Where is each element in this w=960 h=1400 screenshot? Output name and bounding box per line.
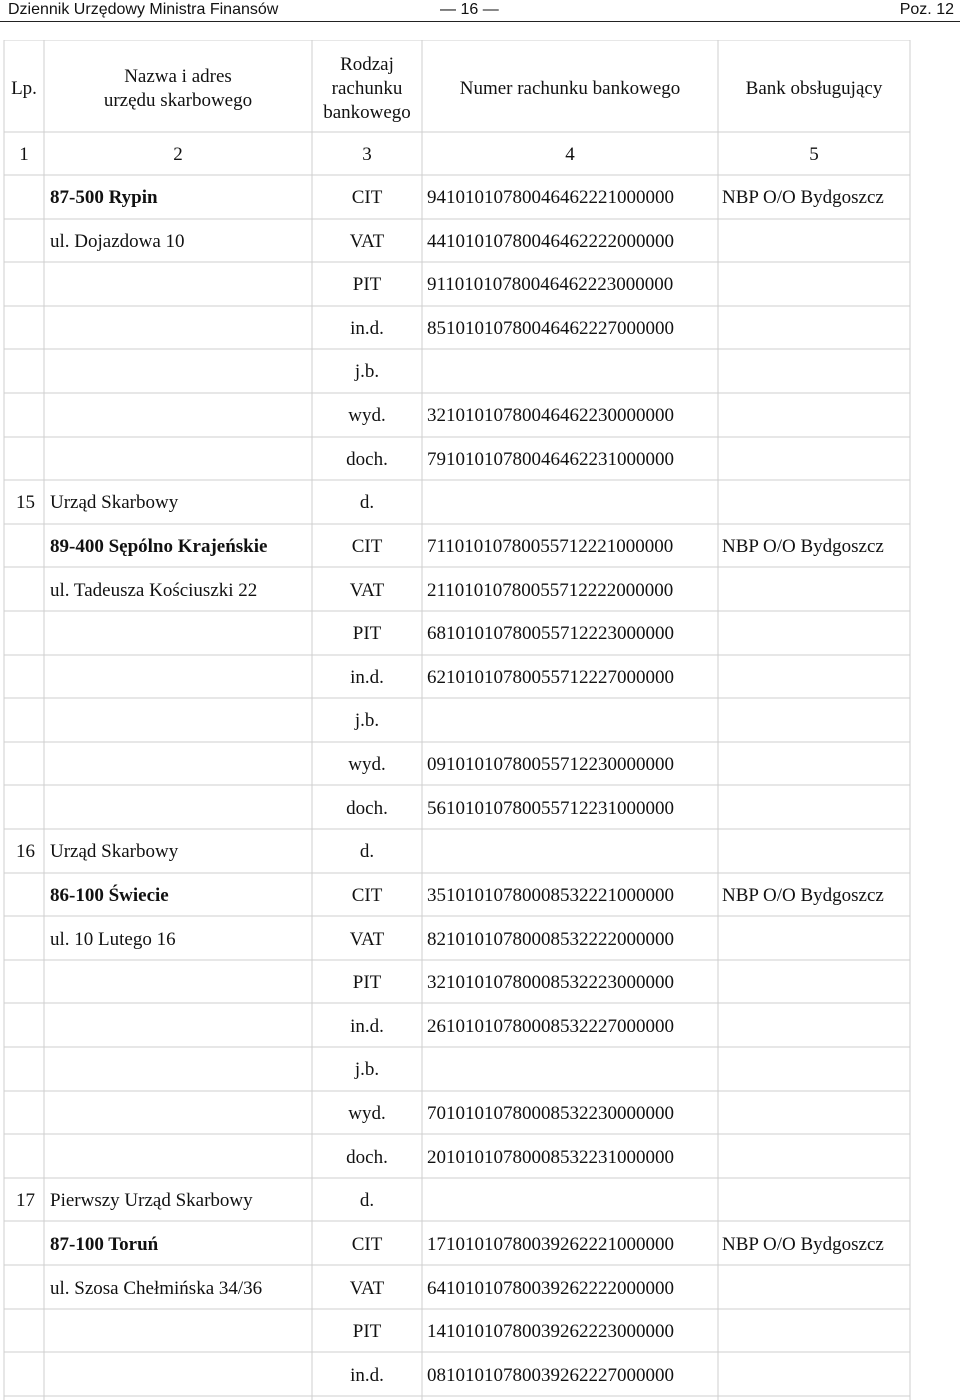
col-number-3: 3: [362, 144, 372, 165]
tax-office-accounts-table: [0, 40, 960, 1400]
col-header-name-line2: urzędu skarbowego: [103, 90, 253, 111]
office-street: ul. Dojazdowa 10: [50, 231, 185, 252]
account-type: in.d.: [350, 1016, 384, 1037]
account-type: VAT: [349, 231, 385, 252]
col-header-type-line3: bankowego: [323, 102, 411, 123]
office-city: 87-500 Rypin: [50, 187, 158, 208]
col-header-type-line2: rachunku: [331, 78, 403, 99]
account-type: CIT: [351, 1234, 383, 1255]
account-number: 32101010780008532223000000: [427, 972, 674, 993]
office-name: Urząd Skarbowy: [50, 492, 179, 513]
col-header-name-line1: Nazwa i adres: [124, 66, 232, 87]
page-number: — 16 —: [440, 1, 499, 18]
account-number: 68101010780055712223000000: [427, 623, 674, 644]
row-lp: 16: [16, 841, 35, 862]
account-type: wyd.: [348, 405, 386, 426]
office-street: ul. 10 Lutego 16: [50, 929, 176, 950]
account-number: 71101010780055712221000000: [427, 536, 674, 557]
account-number: 79101010780046462231000000: [427, 449, 674, 470]
account-type: PIT: [352, 972, 382, 993]
account-type: d.: [359, 841, 375, 862]
office-city: 86-100 Świecie: [50, 885, 169, 906]
journal-title: Dziennik Urzędowy Ministra Finansów: [8, 1, 279, 18]
account-number: 82101010780008532222000000: [427, 929, 674, 950]
account-number: 17101010780039262221000000: [427, 1234, 674, 1255]
account-number: 56101010780055712231000000: [427, 798, 674, 819]
account-type: d.: [359, 492, 375, 513]
account-number: 20101010780008532231000000: [427, 1147, 674, 1168]
account-number: 35101010780008532221000000: [427, 885, 674, 906]
office-street: ul. Szosa Chełmińska 34/36: [50, 1278, 263, 1299]
account-type: j.b.: [354, 1059, 380, 1080]
account-type: doch.: [346, 449, 388, 470]
account-type: VAT: [349, 1278, 385, 1299]
office-name: Pierwszy Urząd Skarbowy: [50, 1190, 253, 1211]
col-header-number: Numer rachunku bankowego: [459, 78, 681, 99]
account-number: 44101010780046462222000000: [427, 231, 674, 252]
row-lp: 15: [16, 492, 35, 513]
account-type: CIT: [351, 187, 383, 208]
account-number: 14101010780039262223000000: [427, 1321, 674, 1342]
account-number: 08101010780039262227000000: [427, 1365, 674, 1386]
account-number: 21101010780055712222000000: [427, 580, 674, 601]
row-lp: 17: [16, 1190, 35, 1211]
office-street: ul. Tadeusza Kościuszki 22: [50, 580, 258, 601]
account-number: 32101010780046462230000000: [427, 405, 674, 426]
account-number: 94101010780046462221000000: [427, 187, 674, 208]
col-header-lp: Lp.: [11, 78, 37, 99]
account-type: in.d.: [350, 318, 384, 339]
account-type: d.: [359, 1190, 375, 1211]
office-name: Urząd Skarbowy: [50, 841, 179, 862]
account-type: CIT: [351, 885, 383, 906]
col-number-5: 5: [809, 144, 819, 165]
account-type: VAT: [349, 929, 385, 950]
account-type: CIT: [351, 536, 383, 557]
account-number: 62101010780055712227000000: [427, 667, 674, 688]
account-type: in.d.: [350, 1365, 384, 1386]
account-number: 85101010780046462227000000: [427, 318, 674, 339]
account-number: 70101010780008532230000000: [427, 1103, 674, 1124]
account-type: VAT: [349, 580, 385, 601]
account-number: 26101010780008532227000000: [427, 1016, 674, 1037]
account-number: 09101010780055712230000000: [427, 754, 674, 775]
col-number-2: 2: [173, 144, 183, 165]
header-rule: [0, 21, 960, 22]
account-number: 91101010780046462223000000: [427, 274, 674, 295]
account-type: wyd.: [348, 1103, 386, 1124]
account-type: in.d.: [350, 667, 384, 688]
account-type: wyd.: [348, 754, 386, 775]
col-header-type-line1: Rodzaj: [340, 54, 394, 75]
account-number: 64101010780039262222000000: [427, 1278, 674, 1299]
bank-name: NBP O/O Bydgoszcz: [722, 1234, 884, 1255]
bank-name: NBP O/O Bydgoszcz: [722, 187, 884, 208]
col-number-4: 4: [565, 144, 575, 165]
position-number: Poz. 12: [899, 1, 954, 18]
col-number-1: 1: [19, 144, 29, 165]
office-city: 89-400 Sępólno Krajeńskie: [50, 536, 268, 557]
bank-name: NBP O/O Bydgoszcz: [722, 536, 884, 557]
account-type: PIT: [352, 274, 382, 295]
bank-name: NBP O/O Bydgoszcz: [722, 885, 884, 906]
office-city: 87-100 Toruń: [50, 1234, 159, 1255]
col-header-bank: Bank obsługujący: [745, 78, 883, 99]
account-type: PIT: [352, 623, 382, 644]
account-type: doch.: [346, 798, 388, 819]
account-type: doch.: [346, 1147, 388, 1168]
account-type: PIT: [352, 1321, 382, 1342]
page-header: [0, 0, 960, 24]
account-type: j.b.: [354, 361, 380, 382]
account-type: j.b.: [354, 710, 380, 731]
